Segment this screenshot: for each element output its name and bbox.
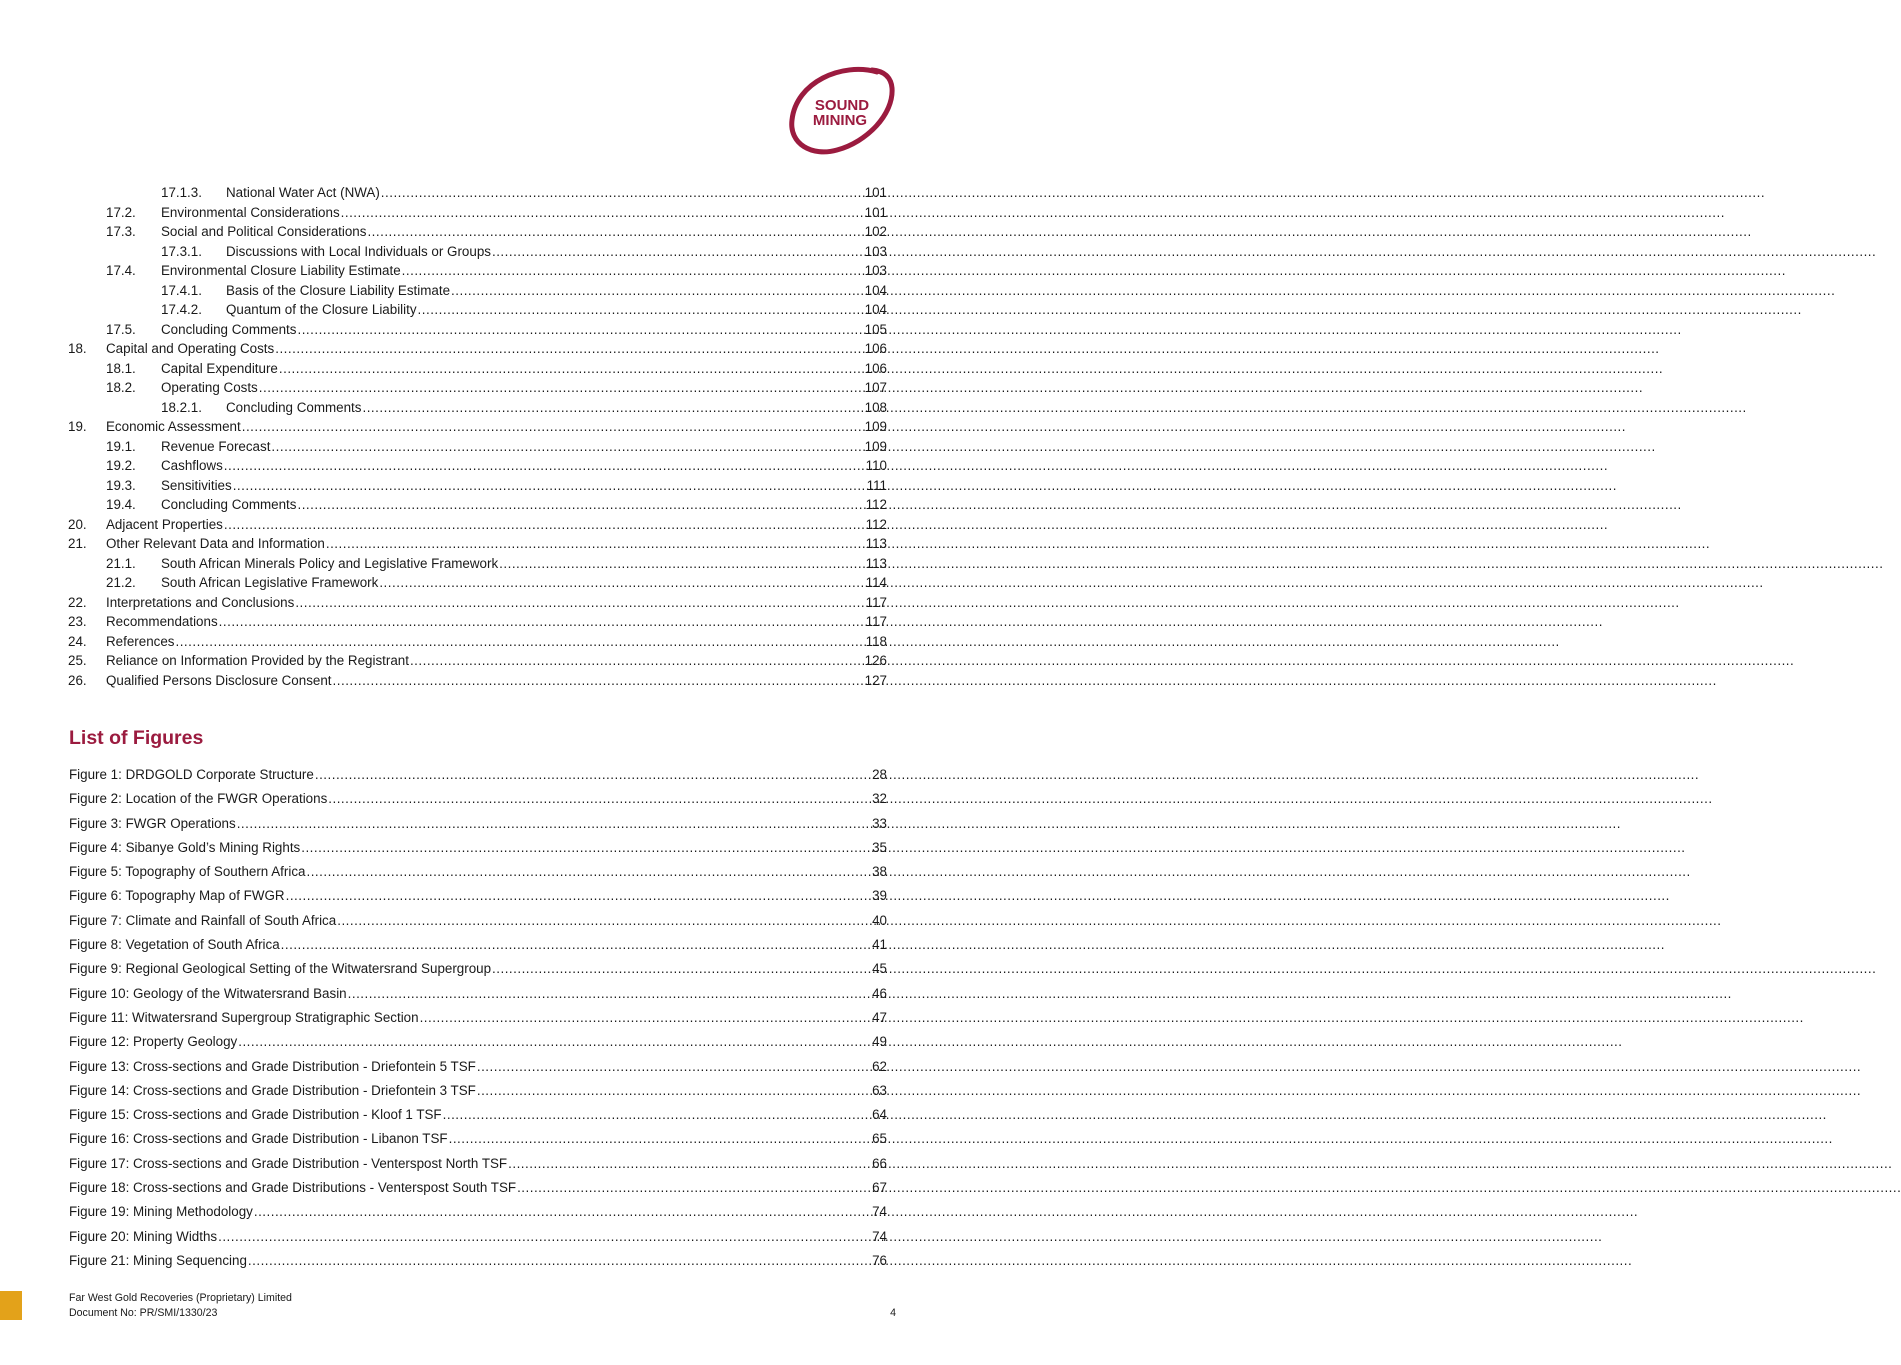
toc-entry-page: 111 bbox=[866, 477, 887, 493]
list-of-figures bbox=[69, 767, 887, 1277]
figure-entry-title: Figure 11: Witwatersrand Supergroup Stratigraphic Section bbox=[69, 1009, 419, 1025]
toc-entry-number: 18.1. bbox=[106, 360, 136, 376]
toc-entry-title: Economic Assessment bbox=[106, 419, 241, 434]
toc-leader-dots bbox=[362, 400, 863, 415]
figure-leader-dots bbox=[337, 913, 871, 928]
figure-leader-dots bbox=[517, 1180, 871, 1195]
toc-entry-number: 19.3. bbox=[106, 477, 136, 493]
toc-entry-title: Revenue Forecast bbox=[161, 438, 271, 454]
toc-entry-number: 23. bbox=[68, 614, 87, 629]
figure-leader-dots bbox=[420, 1010, 872, 1025]
toc-entry-page: 107 bbox=[864, 380, 887, 395]
toc-entry-page: 105 bbox=[864, 321, 887, 337]
toc-entry-title: Adjacent Properties bbox=[106, 516, 223, 532]
toc-entry-page: 114 bbox=[865, 575, 887, 590]
toc-entry-number: 21. bbox=[68, 536, 87, 551]
figure-entry-page: 76 bbox=[872, 1252, 887, 1268]
toc-entry[interactable] bbox=[68, 595, 887, 615]
toc-entry[interactable] bbox=[68, 185, 887, 205]
toc-leader-dots bbox=[333, 673, 864, 688]
figure-entry-page: 38 bbox=[872, 864, 887, 880]
toc-entry-title: Qualified Persons Disclosure Consent bbox=[106, 672, 332, 688]
toc-entry-number: 21.2. bbox=[106, 575, 136, 590]
toc-entry[interactable] bbox=[68, 517, 887, 537]
toc-entry-title: Interpretations and Conclusions bbox=[106, 594, 295, 610]
figure-leader-dots bbox=[248, 1253, 871, 1268]
footer-accent-bar bbox=[0, 1291, 22, 1320]
logo-text-line2: MINING bbox=[812, 112, 868, 129]
toc-entry-title: Social and Political Considerations bbox=[161, 224, 367, 239]
toc-entry[interactable] bbox=[68, 536, 887, 556]
toc-entry-number: 18. bbox=[68, 341, 87, 356]
figure-entry-page: 49 bbox=[872, 1034, 887, 1050]
toc-entry-number: 17.1.3. bbox=[161, 185, 202, 200]
toc-entry[interactable] bbox=[68, 478, 887, 498]
toc-leader-dots bbox=[279, 361, 864, 376]
figure-leader-dots bbox=[315, 767, 871, 782]
figure-entry[interactable] bbox=[69, 1180, 887, 1204]
toc-entry-title: South African Minerals Policy and Legislative Framework bbox=[161, 555, 499, 571]
toc-entry-number: 17.3. bbox=[106, 224, 136, 239]
figure-entry-title: Figure 16: Cross-sections and Grade Distribution - Libanon TSF bbox=[69, 1131, 448, 1147]
figure-entry-page: 74 bbox=[872, 1204, 887, 1220]
figure-entry-page: 62 bbox=[872, 1058, 887, 1074]
figure-entry-title: Figure 12: Property Geology bbox=[69, 1034, 238, 1050]
toc-leader-dots bbox=[233, 478, 866, 493]
figure-entry-page: 63 bbox=[872, 1082, 887, 1098]
figure-entry-title: Figure 1: DRDGOLD Corporate Structure bbox=[69, 767, 314, 782]
toc-entry-page: 108 bbox=[864, 399, 887, 415]
figure-leader-dots bbox=[237, 816, 871, 831]
figure-entry-page: 45 bbox=[872, 961, 887, 977]
toc-entry[interactable] bbox=[68, 341, 887, 361]
toc-entry-number: 17.4.2. bbox=[161, 302, 202, 317]
figure-entry-title: Figure 13: Cross-sections and Grade Distribution - Driefontein 5 TSF bbox=[69, 1058, 476, 1074]
toc-entry-number: 22. bbox=[68, 594, 87, 610]
figure-entry[interactable] bbox=[69, 1107, 887, 1131]
figure-entry[interactable] bbox=[69, 791, 887, 815]
toc-entry-page: 106 bbox=[864, 360, 887, 376]
toc-entry-page: 101 bbox=[864, 204, 887, 220]
toc-entry-title: Concluding Comments bbox=[226, 399, 362, 415]
toc-entry[interactable] bbox=[68, 361, 887, 381]
footer bbox=[69, 1291, 292, 1321]
toc-entry[interactable] bbox=[68, 556, 887, 576]
figure-entry-page: 66 bbox=[872, 1155, 887, 1171]
toc-entry-number: 17.4. bbox=[106, 263, 136, 278]
figure-entry-title: Figure 5: Topography of Southern Africa bbox=[69, 864, 306, 880]
figure-entry-title: Figure 10: Geology of the Witwatersrand Basin bbox=[69, 985, 347, 1001]
figure-entry-title: Figure 17: Cross-sections and Grade Distribution - Venterspost North TSF bbox=[69, 1155, 508, 1171]
figure-entry-page: 40 bbox=[872, 912, 887, 928]
toc-entry[interactable] bbox=[68, 283, 887, 303]
toc-leader-dots bbox=[297, 322, 863, 337]
toc-leader-dots bbox=[242, 419, 864, 434]
toc-entry-page: 118 bbox=[865, 633, 887, 649]
toc-entry-page: 112 bbox=[865, 497, 887, 512]
toc-entry-title: Quantum of the Closure Liability bbox=[226, 302, 417, 317]
toc-entry-number: 25. bbox=[68, 653, 87, 668]
figure-entry[interactable] bbox=[69, 937, 887, 961]
toc-leader-dots bbox=[451, 283, 864, 298]
toc-leader-dots bbox=[499, 556, 864, 571]
toc-leader-dots bbox=[341, 205, 864, 220]
figure-leader-dots bbox=[449, 1131, 872, 1146]
figure-leader-dots bbox=[328, 791, 871, 806]
toc-leader-dots bbox=[219, 614, 865, 629]
figure-entry-page: 64 bbox=[872, 1107, 887, 1123]
logo-text-line1: SOUND bbox=[814, 97, 870, 114]
toc-entry-number: 20. bbox=[68, 516, 87, 532]
toc-entry-title: Basis of the Closure Liability Estimate bbox=[226, 282, 451, 298]
figure-entry-title: Figure 15: Cross-sections and Grade Distribution - Kloof 1 TSF bbox=[69, 1107, 442, 1123]
toc-entry[interactable] bbox=[68, 673, 887, 693]
toc-leader-dots bbox=[271, 439, 863, 454]
figure-entry-title: Figure 14: Cross-sections and Grade Distribution - Driefontein 3 TSF bbox=[69, 1082, 476, 1098]
toc-entry[interactable] bbox=[68, 224, 887, 244]
table-of-contents bbox=[68, 185, 887, 692]
figure-entry-page: 39 bbox=[872, 888, 887, 904]
toc-entry-title: National Water Act (NWA) bbox=[226, 185, 380, 200]
figure-entry-page: 33 bbox=[872, 815, 887, 831]
figure-leader-dots bbox=[254, 1204, 871, 1219]
figure-entry[interactable] bbox=[69, 1156, 887, 1180]
toc-entry-number: 17.3.1. bbox=[161, 243, 202, 259]
figure-entry[interactable] bbox=[69, 1034, 887, 1058]
toc-entry-title: Sensitivities bbox=[161, 477, 232, 493]
figure-entry[interactable] bbox=[69, 961, 887, 985]
toc-entry-title: Environmental Considerations bbox=[161, 204, 340, 220]
figure-entry[interactable] bbox=[69, 1204, 887, 1228]
figure-entry-page: 35 bbox=[872, 839, 887, 855]
figure-entry[interactable] bbox=[69, 767, 887, 791]
figure-entry-page: 47 bbox=[872, 1009, 887, 1025]
figure-entry[interactable] bbox=[69, 1131, 887, 1155]
figure-entry[interactable] bbox=[69, 913, 887, 937]
toc-entry-page: 102 bbox=[864, 224, 887, 239]
toc-entry-page: 104 bbox=[864, 282, 887, 298]
toc-entry-title: Other Relevant Data and Information bbox=[106, 536, 325, 551]
toc-entry-page: 104 bbox=[864, 302, 887, 317]
toc-entry-number: 19. bbox=[68, 419, 87, 434]
figure-leader-dots bbox=[306, 864, 871, 879]
figure-entry-page: 65 bbox=[872, 1131, 887, 1147]
toc-entry-number: 17.5. bbox=[106, 321, 136, 337]
toc-leader-dots bbox=[410, 653, 864, 668]
toc-entry-page: 117 bbox=[865, 614, 887, 629]
toc-entry-title: Recommendations bbox=[106, 614, 218, 629]
figure-leader-dots bbox=[281, 937, 871, 952]
toc-entry[interactable] bbox=[68, 400, 887, 420]
toc-entry[interactable] bbox=[68, 439, 887, 459]
figure-entry-title: Figure 18: Cross-sections and Grade Distributions - Venterspost South TSF bbox=[69, 1180, 517, 1196]
toc-leader-dots bbox=[297, 497, 864, 512]
figure-entry-page: 32 bbox=[872, 791, 887, 807]
figure-leader-dots bbox=[492, 961, 871, 976]
figure-leader-dots bbox=[301, 840, 871, 855]
page-number: 4 bbox=[890, 1307, 896, 1319]
toc-entry-page: 117 bbox=[865, 594, 887, 610]
toc-entry-page: 113 bbox=[865, 536, 887, 551]
figure-entry[interactable] bbox=[69, 1010, 887, 1034]
figure-leader-dots bbox=[286, 888, 872, 903]
toc-entry-page: 112 bbox=[865, 516, 887, 532]
toc-entry[interactable] bbox=[68, 263, 887, 283]
list-of-figures-heading: List of Figures bbox=[69, 727, 204, 749]
figure-entry[interactable] bbox=[69, 840, 887, 864]
figure-leader-dots bbox=[477, 1059, 871, 1074]
figure-entry[interactable] bbox=[69, 888, 887, 912]
figure-leader-dots bbox=[348, 986, 871, 1001]
toc-leader-dots bbox=[418, 302, 864, 317]
toc-leader-dots bbox=[492, 244, 864, 259]
figure-entry-title: Figure 20: Mining Widths bbox=[69, 1228, 218, 1244]
toc-entry-title: Environmental Closure Liability Estimate bbox=[161, 263, 401, 278]
toc-entry-page: 110 bbox=[865, 458, 887, 473]
toc-entry-number: 21.1. bbox=[106, 555, 136, 571]
figure-entry[interactable] bbox=[69, 1059, 887, 1083]
toc-entry[interactable] bbox=[68, 653, 887, 673]
toc-leader-dots bbox=[224, 517, 865, 532]
footer-document-no: Document No: PR/SMI/1330/23 bbox=[69, 1307, 218, 1319]
toc-entry[interactable] bbox=[68, 322, 887, 342]
toc-entry-page: 126 bbox=[864, 653, 887, 668]
toc-entry-page: 109 bbox=[864, 438, 887, 454]
toc-entry[interactable] bbox=[68, 575, 887, 595]
toc-entry-number: 19.4. bbox=[106, 497, 136, 512]
sound-mining-logo bbox=[782, 62, 902, 162]
figure-entry-title: Figure 8: Vegetation of South Africa bbox=[69, 937, 280, 953]
toc-entry-title: Concluding Comments bbox=[161, 497, 297, 512]
figure-leader-dots bbox=[477, 1083, 871, 1098]
toc-entry-title: Concluding Comments bbox=[161, 321, 297, 337]
toc-entry[interactable] bbox=[68, 497, 887, 517]
figure-entry-title: Figure 6: Topography Map of FWGR bbox=[69, 888, 285, 904]
toc-entry[interactable] bbox=[68, 419, 887, 439]
toc-entry-title: South African Legislative Framework bbox=[161, 575, 379, 590]
footer-company: Far West Gold Recoveries (Proprietary) Limited bbox=[69, 1292, 292, 1304]
toc-entry-number: 19.1. bbox=[106, 438, 136, 454]
figure-leader-dots bbox=[218, 1229, 871, 1244]
figure-entry-title: Figure 19: Mining Methodology bbox=[69, 1204, 253, 1220]
toc-entry-title: Capital and Operating Costs bbox=[106, 341, 275, 356]
toc-entry-number: 24. bbox=[68, 633, 87, 649]
figure-entry-page: 41 bbox=[872, 937, 887, 953]
toc-entry-title: Discussions with Local Individuals or Groups bbox=[226, 243, 491, 259]
toc-entry-title: Cashflows bbox=[161, 458, 223, 473]
toc-entry-page: 113 bbox=[865, 555, 887, 571]
toc-entry[interactable] bbox=[68, 205, 887, 225]
toc-entry-number: 19.2. bbox=[106, 458, 136, 473]
toc-leader-dots bbox=[275, 341, 863, 356]
figure-entry-page: 74 bbox=[872, 1228, 887, 1244]
figure-entry-title: Figure 9: Regional Geological Setting of the Witwatersrand Supergroup bbox=[69, 961, 492, 977]
toc-leader-dots bbox=[295, 595, 864, 610]
figure-entry[interactable] bbox=[69, 986, 887, 1010]
toc-entry[interactable] bbox=[68, 614, 887, 634]
toc-entry-title: References bbox=[106, 633, 175, 649]
toc-entry[interactable] bbox=[68, 458, 887, 478]
toc-leader-dots bbox=[379, 575, 864, 590]
toc-leader-dots bbox=[326, 536, 865, 551]
toc-leader-dots bbox=[175, 634, 864, 649]
figure-entry-page: 67 bbox=[872, 1180, 887, 1196]
figure-entry[interactable] bbox=[69, 1253, 887, 1277]
figure-entry[interactable] bbox=[69, 816, 887, 840]
figure-entry[interactable] bbox=[69, 864, 887, 888]
toc-entry-page: 127 bbox=[864, 672, 887, 688]
figure-entry-page: 28 bbox=[872, 767, 887, 782]
toc-leader-dots bbox=[381, 185, 864, 200]
toc-entry[interactable] bbox=[68, 244, 887, 264]
toc-entry[interactable] bbox=[68, 380, 887, 400]
toc-entry-number: 26. bbox=[68, 672, 87, 688]
figure-entry[interactable] bbox=[69, 1229, 887, 1253]
toc-entry-title: Operating Costs bbox=[161, 380, 258, 395]
figure-entry-title: Figure 21: Mining Sequencing bbox=[69, 1252, 247, 1268]
toc-entry-number: 17.2. bbox=[106, 204, 136, 220]
toc-entry-page: 101 bbox=[864, 185, 887, 200]
figure-entry-title: Figure 4: Sibanye Gold’s Mining Rights bbox=[69, 839, 301, 855]
toc-entry-page: 103 bbox=[864, 263, 887, 278]
figure-leader-dots bbox=[238, 1034, 871, 1049]
toc-entry-title: Capital Expenditure bbox=[161, 360, 278, 376]
toc-leader-dots bbox=[259, 380, 864, 395]
toc-entry[interactable] bbox=[68, 302, 887, 322]
figure-leader-dots bbox=[443, 1107, 871, 1122]
toc-entry-page: 103 bbox=[864, 243, 887, 259]
toc-entry[interactable] bbox=[68, 634, 887, 654]
toc-leader-dots bbox=[367, 224, 863, 239]
toc-entry-number: 18.2.1. bbox=[161, 399, 202, 415]
toc-leader-dots bbox=[224, 458, 865, 473]
figure-entry-title: Figure 2: Location of the FWGR Operations bbox=[69, 791, 328, 807]
figure-entry[interactable] bbox=[69, 1083, 887, 1107]
figure-leader-dots bbox=[508, 1156, 871, 1171]
figure-entry-title: Figure 3: FWGR Operations bbox=[69, 815, 236, 831]
toc-leader-dots bbox=[402, 263, 864, 278]
figure-entry-page: 46 bbox=[872, 985, 887, 1001]
toc-entry-number: 17.4.1. bbox=[161, 282, 202, 298]
toc-entry-page: 106 bbox=[864, 341, 887, 356]
toc-entry-number: 18.2. bbox=[106, 380, 136, 395]
toc-entry-title: Reliance on Information Provided by the Registrant bbox=[106, 653, 409, 668]
figure-entry-title: Figure 7: Climate and Rainfall of South Africa bbox=[69, 912, 337, 928]
toc-entry-page: 109 bbox=[864, 419, 887, 434]
